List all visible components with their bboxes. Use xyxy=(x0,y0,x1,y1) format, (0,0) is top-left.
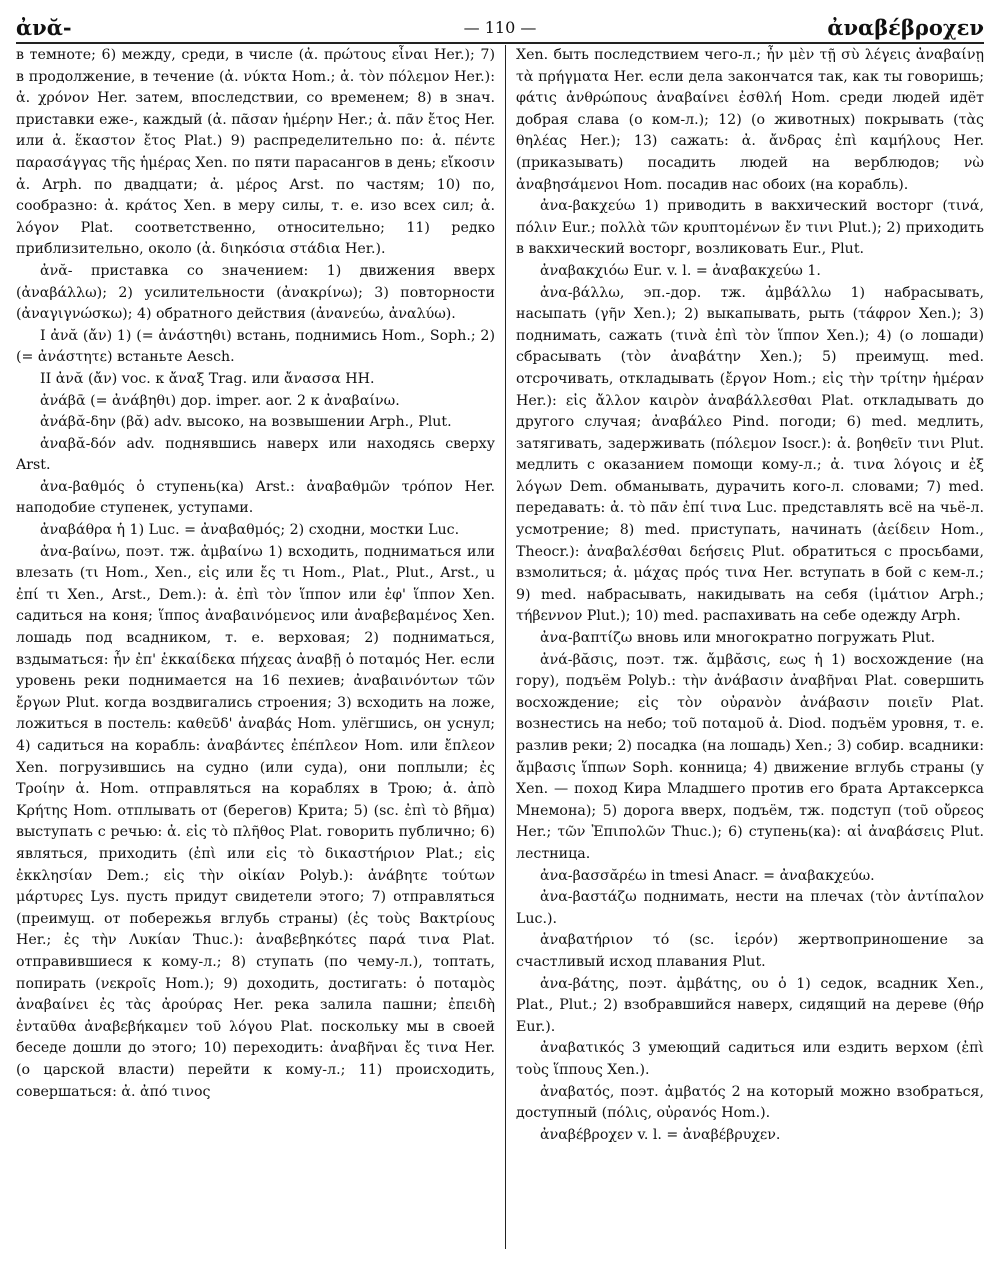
text-columns xyxy=(16,45,984,1249)
header-first-word: ἀνᾰ- xyxy=(16,15,72,40)
entry-anabadon: ἀναβᾰ-δόν adv. поднявшись наверх или находясь сверху Arst. xyxy=(16,435,495,474)
entry-continuation: в темноте; 6) между, среди, в числе (ἀ. πρώτους εἶναι Her.); 7) в продолжение, в течение (ἀ. νύκτα Hom.; ἀ. τὸν πόλεμον Her.): ἀ. χρόνον Her. затем, впоследствии, со временем; 8) в знач. приставки еже-, каждый (ἀ. πᾶσαν ἡμέρην Her.; ἀ. πᾶν ἔτος Her. или ἀ. ἕκαστον ἔτος Plat.) 9) распределительно по: ἀ. πέντε παρασάγγας τῆς ἡμέρας Xen. по пяти парасангов в день; εἴκοσιν ἀ. Arph. по двадцати; ἀ. μέρος Arst. по частям; 10) по, сообразно: ἀ. κράτος Xen. в меру силы, т. е. изо всех сил; ἀ. λόγον Plat. соответственно, относительно; 11) редко приблизительно, около (ἀ. διηκόσια στάδια Her.). xyxy=(16,47,495,258)
entry-anabathra: ἀναβάθρα ἡ 1) Luc. = ἀναβαθμός; 2) сходни, мостки Luc. xyxy=(40,522,460,539)
entry-anabates: ἀνα-βάτης, поэт. ἀμβάτης, ου ὁ 1) седок, всадник Xen., Plat., Plut.; 2) взобравшийся наверх, сидящий на дереве (θήρ Eur.). xyxy=(516,975,984,1035)
entry-anabaptizo: ἀνα-βαπτίζω вновь или многократно погружать Plut. xyxy=(540,630,936,647)
entry-anabatikos: ἀναβατικός 3 умеющий садиться или ездить верхом (ἐπὶ τοὺς ἵππους Xen.). xyxy=(516,1040,984,1078)
entry-ana-prefix: ἀνᾰ- приставка со значением: 1) движения вверх (ἀναβάλλω); 2) усилительности (ἀνακρίνω); 3) повторности (ἀναγιγνώσκω); 4) обратного действия (ἀνανεύω, ἀναλύω). xyxy=(16,262,495,323)
entry-anabaino: ἀνα-βαίνω, поэт. тж. ἀμβαίνω 1) всходить, подниматься или влезать (τι Hom., Xen., εἰς или ἔς τι Hom., Plat., Plut., Arst., u ἐπί τι Xen., Arst., Dem.): ἀ. ἐπὶ τὸν ἵππον или ἐφ' ἵππον Xen. садиться на коня; ἵππος ἀναβαινόμενος или ἀναβεβαμένος Xen. лошадь под всадником, т. е. верховая; 2) подниматься, вздыматься: ἦν ἐπ' ἑκκαίδεκα πήχεας ἀναβῇ ὁ ποταμός Her. если уровень реки поднимается на 16 пехиев; ἀναβαινόντων τῶν ἔργων Plut. когда воздвигались строения; 3) всходить на ложе, ложиться в постель: καθεῦδ' ἀναβάς Hom. улёгшись, он уснул; 4) садиться на корабль: ἀναβάντες ἐπέπλεον Hom. или ἔπλεον Xen. погрузившись на судно (или суда), они поплыли; ἐς Τροίην ἀ. Hom. отправляться на кораблях в Трою; ἀ. ἀπὸ Κρήτης Hom. отплывать от (берегов) Крита; 5) (sc. ἐπὶ τὸ βῆμα) выступать с речью: ἀ. εἰς τὸ πλῆθος Plat. говорить публично; 6) являться, приходить (ἐπὶ или εἰς τὸ δικαστήριον Plat.; εἰς ἐκκλησίαν Dem.; εἰς τὴν οἰκίαν Polyb.): ἀνάβητε τούτων μάρτυρες Lys. пусть придут свидетели этого; 7) отправляться (преимущ. от побережья вглубь страны) (ἐς τοὺς Βακτρίους Her.; ἐς τὴν Λυκίαν Thuc.): ἀναβεβηκότες παρά τινα Plat. отправившиеся к кому-л.; 8) ступать (по чему-л.), топтать, попирать (νεκροῖς Hom.); 9) доходить, достигать: ὁ ποταμὸς ἀναβαίνει ἐς τὰς ἀρούρας Her. река залила пашни; ἐπειδὴ ἐνταῦθα ἀναβεβήκαμεν τοῦ λόγου Plat. поскольку мы в своей беседе дошли до этого; 10) переходить: ἀναβῆναι ἔς τινα Her. (о царской власти) перейти к кому-л.; 11) происходить, совершаться: ἀ. ἀπό τινος xyxy=(16,543,495,1100)
header-last-word: ἀναβέβροχεν xyxy=(827,15,984,40)
left-column xyxy=(16,45,505,1249)
entry-anabaden: ἀνάβᾰ-δην (βᾰ) adv. высоко, на возвышении Arph., Plut. xyxy=(40,414,452,431)
entry-anabatos: ἀναβατός, поэт. ἀμβατός 2 на который можно взобраться, доступный (πόλις, οὐρανός Hom.). xyxy=(516,1083,984,1122)
entry-anabakcheuo: ἀνα-βακχεύω 1) приводить в вакхический восторг (τινά, πόλιν Eur.; πολλὰ τῶν κρυπτομένων ἔν τινι Plut.); 2) приходить в вакхический восторг, возликовать Eur., Plut. xyxy=(516,198,984,258)
entry-anabasis: ἀνά-βᾰσις, поэт. тж. ἄμβᾰσις, εως ἡ 1) восхождение (на гору), подъём Polyb.: τὴν ἀνάβασιν ἀναβῆναι Plat. совершить восхождение; εἰς τὸν οὐρανὸν ἀνάβασιν ποιεῖν Plat. вознестись на небо; τοῦ ποταμοῦ ἀ. Diod. подъём уровня, т. е. разлив реки; 2) посадка (на лошадь) Xen.; 3) собир. всадники: ἄμβασις ἵππων Soph. конница; 4) движение вглубь страны (у Xen. — поход Кира Младшего против его брата Артаксеркса Мнемона); 5) дорога вверх, подъём, тж. подступ (τοῦ οὔρεος Her.; τῶν Ἐπιπολῶν Thuc.); 6) ступень(ка): αἱ ἀναβάσεις Plut. лестница. xyxy=(516,651,984,862)
entry-anabakchioo: ἀναβακχιόω Eur. v. l. = ἀναβακχεύω 1. xyxy=(540,262,821,279)
entry-anabaterion: ἀναβατήριον τό (sc. ἱερόν) жертвоприношение за счастливый исход плавания Plut. xyxy=(516,932,984,970)
entry-anabathmos: ἀνα-βαθμός ὁ ступень(ка) Arst.: ἀναβαθμῶν τρόπον Her. наподобие ступенек, уступами. xyxy=(16,478,495,517)
page-header xyxy=(16,14,984,44)
entry-anabastazo: ἀνα-βαστάζω поднимать, нести на плечах (τὸν ἀντίπαλον Luc.). xyxy=(516,889,984,927)
entry-anabassareo: ἀνα-βασσᾰρέω in tmesi Anacr. = ἀναβακχεύω. xyxy=(540,867,875,884)
page-number: — 110 — xyxy=(463,18,537,37)
right-column xyxy=(506,45,984,1249)
entry-ana-ii: II ἀνᾰ (ἄν) voc. к ἄναξ Trag. или ἄνασσα HH. xyxy=(40,370,375,387)
entry-anaballo: ἀνα-βάλλω, эп.-дор. тж. ἀμβάλλω 1) набрасывать, насыпать (γῆν Xen.); 2) выкапывать, рыть (τάφρον Xen.); 3) поднимать, сажать (τινὰ ἐπὶ τὸν ἵππον Xen.); 4) (о лошади) сбрасывать (τὸν ἀναβάτην Xen.); 5) преимущ. med. отсрочивать, откладывать (ἔργον Hom.; εἰς τὴν τρίτην ἡμέραν Her.): εἰς ἄλλον καιρὸν ἀναβάλλεσθαι Plat. откладывать до другого случая; ἀναβάλεο Pind. погоди; 6) med. медлить, затягивать, задерживать (πόλεμον Isocr.): ἀ. βοηθεῖν τινι Plut. медлить с оказанием помощи кому-л.; ἀ. τινα λόγοις и ἐξ λόγων Dem. обманывать, дурачить кого-л. словами; 7) med. передавать: ἀ. τὸ πᾶν ἐπί τινα Luc. представлять всё на чьё-л. усмотрение; 8) med. приступать, начинать (ἀείδειν Hom., Theocr.): ἀναβαλέσθαι δεήσεις Plut. обратиться с просьбами, взмолиться; ἀ. μάχας πρός τινα Her. вступать в бой с кем-л.; 9) med. набрасывать, накидывать на себя (ἱμάτιον Arph.; τήβεννον Plut.); 10) med. распахивать на себе одежду Arph. xyxy=(516,284,984,625)
entry-continuation: Xen. быть последствием чего-л.; ἦν μὲν τῇ σὺ λέγεις ἀναβαίνῃ τὰ πρήγματα Her. если дела закончатся так, как ты говоришь; φάτις ἀνθρώπους ἀναβαίνει ἐσθλή Hom. среди людей идёт добрая слава (о ком-л.); 12) (о животных) покрывать (τὰς θηλέας Her.); 13) сажать: ἀ. ἄνδρας ἐπὶ καμήλους Her. (приказывать) посадить людей на верблюдов; νὼ ἀναβησάμενοι Hom. посадив нас обоих (на корабль). xyxy=(516,47,984,193)
entry-anabebrochen: ἀναβέβροχεν v. l. = ἀναβέβρυχεν. xyxy=(540,1126,781,1143)
entry-anaba: ἀνάβᾱ (= ἀνάβηθι) дор. imper. aor. 2 к ἀναβαίνω. xyxy=(40,392,400,409)
entry-ana-i: I ἀνᾰ (ἄν) 1) (= ἀνάστηθι) встань, поднимись Hom., Soph.; 2) (= ἀνάστητε) встаньте Aesch. xyxy=(16,327,495,366)
